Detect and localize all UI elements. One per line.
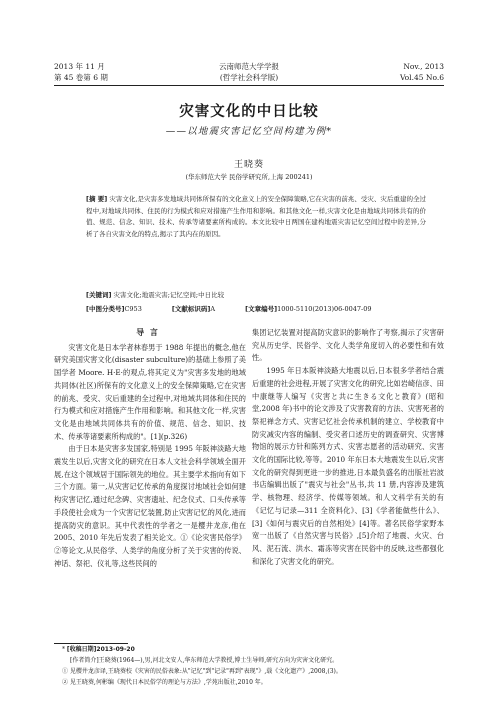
abstract-text: 灾害文化,是灾害多发地域共同体所保有的文化意义上的安全保障策略,它在灾害的前兆、受灾、灾后重建的全过程中,对地域共同体、住民的行为模式和应对措施产生作用和影响。和其他文化一样,灾害文化是由地域共同体共有的价值、规范、信念、知识、技术、传承等诸要素所构成的。本文比较中日两国在建构地震灾害记忆空间过程中的差异,分析了各自灾害文化的特点,揭示了其内在的原因。 <box>86 195 426 238</box>
footnote-author-bio: [作者简介]王晓葵(1964—),男,河北文安人,华东师范大学教授,博士生导师,研究方向为灾害文化研究。 <box>70 657 339 664</box>
body-left-column <box>54 327 246 570</box>
header-volume: 第 45 卷第 6 期 <box>54 72 108 82</box>
article-title: 灾害文化的中日比较 <box>179 104 319 120</box>
author-name: 王晓葵 <box>233 160 264 170</box>
header-issue <box>400 62 444 83</box>
article-subtitle: ——以地震灾害记忆空间构建为例* <box>165 126 333 137</box>
abstract-label: [摘 要] <box>86 195 108 203</box>
article-value: 1000-5110(2013)06-0047-09 <box>277 305 372 313</box>
article-label: [文章编号] <box>245 305 278 313</box>
body-paragraph: 1995 年日本阪神淡路大地震以后,日本很多学者结合震后重建的社会进程,开展了灾害文化的研究,比如岩崎信彦、田中康继等人编写《灾害と共に生きる文化と教育》(昭和堂,2008 年)书中的论文涉及了灾害教育的方法、灾害死者的祭祀禅念方式、灾害记忆社会传承机制的建立、学校教育中防灾减灾内容的编制、受灾者口述历史的调查研究、灾害博物馆的展示方针和陈列方式、灾害志愿者的活动研究、灾害文化的国际比较,等等。2010 年东日本大地震发生以后,灾害文化的研究得到更进一步的推进,日本最负盛名的出版社岩波书店编辑出版了"震灾与社会"丛书,共 11 册,内容涉及建筑学、核物理、经济学、传媒等领域。和人文科学有关的有《记忆与记录—311 全资料化》、[3]《学者能做些什么》、[3]《如何与震灾后的自然相处》[4]等。著名民俗学家野本宽一出版了《自然灾害与民俗》,[5]介绍了地震、火灾、台风、泥石流、洪水、霜冻等灾害在民俗中的反映,这些都强化和深化了灾害文化的研究。 <box>252 366 444 566</box>
keywords <box>86 290 426 301</box>
clc-value: C953 <box>124 305 142 313</box>
header-journal-name: 云南师范大学学报 <box>219 62 279 71</box>
body-paragraph: 集团记忆装置对提高防灾意识的影响作了考察,揭示了灾害研究从历史学、民俗学、文化人类学角度切入的必要性和有效性。 <box>252 328 444 363</box>
header-date: 2013 年 11 月 <box>54 62 105 71</box>
doc-value: A <box>210 305 216 313</box>
footnote-2: ② 见王晓葵,何彬编《现代日本民俗学的理论与方法》,学苑出版社,2010 年。 <box>62 679 267 686</box>
author-affiliation: (华东师范大学 民俗学研究所,上海 200241) <box>185 173 313 181</box>
header-issue-volume: Vol.45 No.6 <box>399 72 444 82</box>
classification-line <box>86 304 426 315</box>
header-divider <box>54 85 444 86</box>
body-right-column <box>252 327 444 568</box>
doc-label: [文献标识码] <box>171 305 211 313</box>
body-paragraph: 由于日本是灾害多发国家,特别是 1995 年阪神淡路大地震发生以后,灾害文化的研究在日本人文社会科学领域全面开展,在这个领域居于国际领先的地位。其主要学术指向有如下三个方面。第一,从灾害记忆传承的角度探讨地域社会如何建构灾害记忆,通过纪念碑、灾害遗址、纪念仪式、口头传承等手段使社会成为一个灾害记忆装置,防止灾害记忆的风化,进而提高防灾的意识。其中代表性的学者之一是樱井龙彦,他在 2005、2010 年先后发表了相关论文。①《论灾害民俗学》②等论文,从民俗学、人类学的角度分析了关于灾害的传说、神话、祭祀、仪礼等,这些民间的 <box>54 444 246 568</box>
doc-code <box>172 305 229 313</box>
footnote-1: ① 见樱井龙彦译,王晓葵校《灾害的民俗表象:从"记忆"到"记录"再到"表现"》,载《文化遗产》,2008,(3)。 <box>62 668 342 675</box>
running-header <box>0 0 498 82</box>
footnote-divider <box>54 643 128 644</box>
abstract <box>86 194 426 240</box>
clc-label: [中图分类号] <box>86 305 125 313</box>
clc-code <box>86 305 156 313</box>
header-issue-date: Nov., 2013 <box>403 62 444 71</box>
footnote-received: * [收稿日期]2013-09-20 <box>62 646 135 653</box>
received-text: [收稿日期]2013-09-20 <box>66 646 135 653</box>
keywords-label: [关键词] <box>86 291 112 299</box>
header-journal-edition: (哲学社会科学版) <box>219 72 279 82</box>
body-paragraph: 灾害文化是日本学者林春男于 1988 年提出的概念,他在研究美国灾害文化(disaster subculture)的基础上参照了美国学者 Moore. H·E·的观点,将其定义为"灾害多发地的地域共同体(社区)所保有的文化意义上的安全保障策略,它在灾害的前兆、受灾、灾后重建的全过程中,对地域共同体和住民的行为模式和应对措施产生作用和影响。和其他文化一样,灾害文化是由地域共同体共有的价值、规范、信念、知识、技术、传承等诸要素所构成的"。[1](p.326) <box>54 342 246 441</box>
section-heading: 导言 <box>136 328 164 337</box>
article-number <box>245 305 385 313</box>
keywords-text: 灾害文化;地震灾害;记忆空间;中日比较 <box>113 291 225 299</box>
